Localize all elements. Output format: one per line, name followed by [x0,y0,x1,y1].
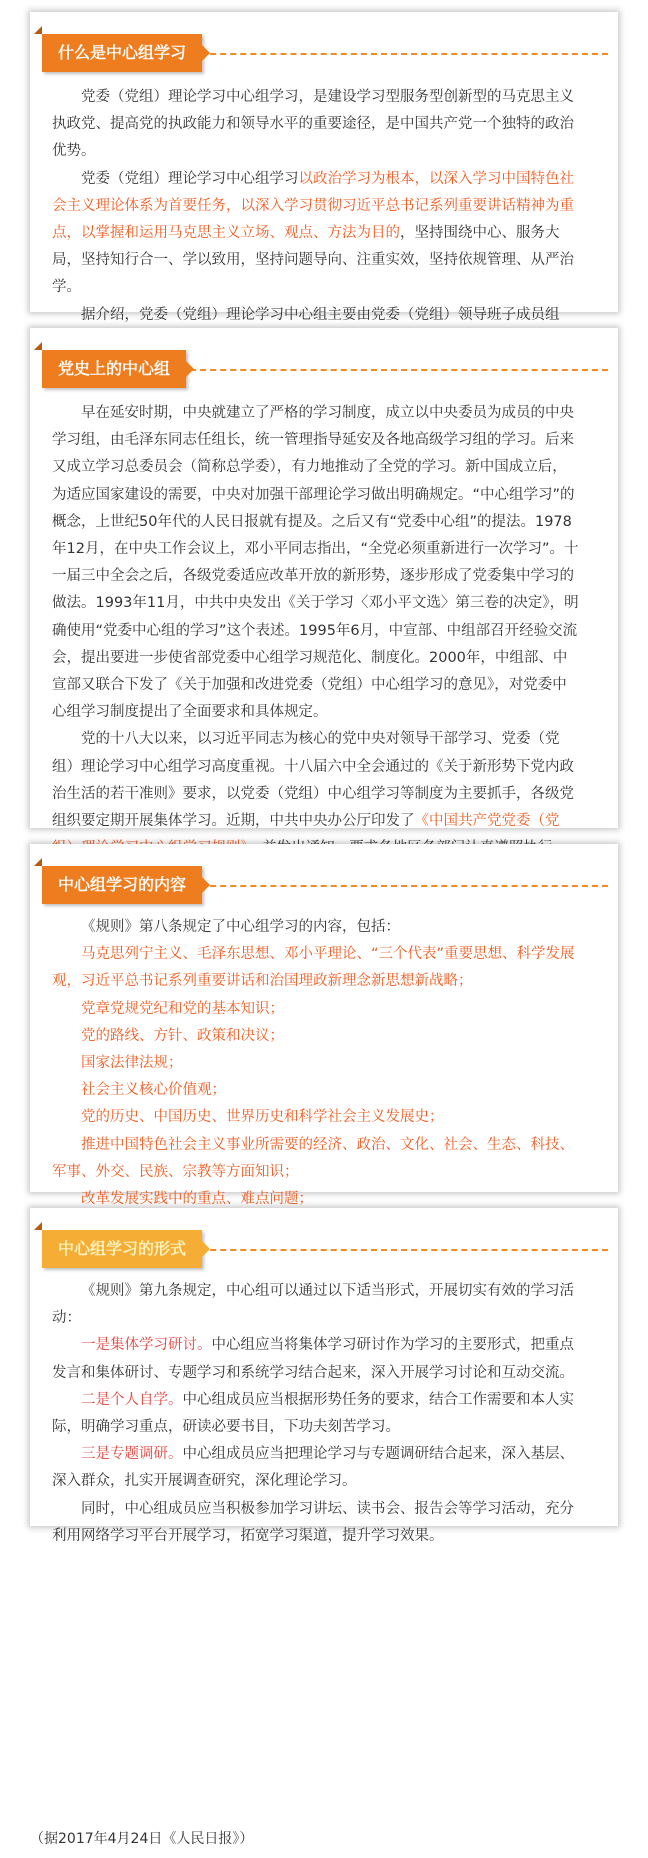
tag-arrow-decoration [182,357,194,381]
dashed-divider [180,53,608,55]
section-header [30,328,618,396]
section-title: 什么是中心组学习 [42,34,202,72]
section-content-card [30,844,618,1208]
text-run: ，坚持围绕中心、服务大局，坚持知行合一、学以致用，坚持问题导向、注重实效，坚持依规管理、从严治学。 [52,225,574,296]
paragraph [52,726,580,862]
paragraph: 《规则》第九条规定，中心组可以通过以下适当形式，开展切实有效的学习活动： [52,1283,574,1327]
section-body [30,1276,618,1570]
section-title: 党史上的中心组 [42,350,186,388]
paragraph: 《规则》第八条规定了中心组学习的内容，包括： [81,919,400,935]
form-lead: 三是专题调研。 [81,1446,183,1463]
section-title: 中心组学习的内容 [42,866,202,904]
paragraph: 党委（党组）理论学习中心组学习，是建设学习型服务型创新型的马克思主义执政党、提高党的执政能力和领导水平的重要途径，是中国共产党一个独特的政治优势。 [52,89,574,160]
text-run: 党委（党组）理论学习中心组学习 [81,170,299,187]
text-run: 中心组成员应当把理论学习与专题调研结合起来，深入基层、深入群众，扎实开展调查研究，深化理论学习。 [52,1446,574,1490]
paragraph [52,1387,580,1441]
tag-fold-decoration [34,1222,42,1230]
text-run: 中心组应当将集体学习研讨作为学习的主要形式，把重点发言和集体研讨、专题学习和系统学习结合起来，深入开展学习讨论和互动交流。 [52,1337,574,1381]
section-header [30,12,618,80]
section-body [30,396,618,882]
dashed-divider [180,1249,608,1251]
section-history-card [30,328,618,828]
list-item: 改革发展实践中的重点、难点问题； [81,1191,313,1208]
list-item: 党的路线、方针、政策和决议； [81,1027,284,1044]
rules-document-link[interactable]: 《中国共产党党委（党 [414,813,560,830]
list-item: 社会主义核心价值观； [81,1082,226,1099]
tag-fold-decoration [34,858,42,866]
section-header [30,844,618,912]
list-item: 马克思列宁主义、毛泽东思想、邓小平理论、“三个代表”重要思想、科学发展观，习近平总书记系列重要讲话和治国理政新理念新思想新战略； [52,946,575,990]
list-item: 推进中国特色社会主义事业所需要的经济、政治、文化、社会、生态、科技、军事、外交、民族、宗教等方面知识； [52,1136,574,1180]
highlighted-text: 以政治学习为根本，以深入学习中国特色社会主义理论体系为首要任务，以深入学习贯彻习近平总书记系列重要讲话精神为重点，以掌握和运用马克思主义立场、观点、方法为目的 [52,170,574,242]
section-forms-card [30,1208,618,1544]
list-item: 党的历史、中国历史、世界历史和科学社会主义发展史； [81,1109,444,1126]
paragraph [52,1332,580,1386]
source-note: （据2017年4月24日《人民日报》） [30,1831,254,1847]
paragraph [52,1441,580,1495]
list-item: 国家法律法规； [81,1055,183,1072]
dashed-divider [180,369,608,371]
paragraph [52,166,580,302]
tag-arrow-decoration [198,1237,210,1261]
paragraph: 早在延安时期，中央就建立了严格的学习制度，成立以中央委员为成员的中央学习组，由毛泽东同志任组长，统一管理指导延安及各地高级学习组的学习。后来又成立学习总委员会（简称总学委），有力地推动了全党的学习。新中国成立后，为适应国家建设的需要，中央对加强干部理论学习做出明确规定。“中心组学习”的概念，上世纪50年代的人民日报就有提及。之后又有“党委中心组”的提法。1978年12月，在中央工作会议上，邓小平同志指出，“全党必须重新进行一次学习”。十一届三中全会之后，各级党委适应改革开放的新形势，逐步形成了党委集中学习的做法。1993年11月，中共中央发出《关于学习〈邓小平文选〉第三卷的决定》，明确使用“党委中心组的学习”这个表述。1995年6月，中宣部、中组部召开经验交流会，提出要进一步使省部党委中心组学习规范化、制度化。2000年，中组部、中宣部又联合下发了《关于加强和改进党委（党组）中心组学习的意见》，对党委中心组学习制度提出了全面要求和具体规定。 [52,405,579,721]
section-header [30,1208,618,1276]
tag-arrow-decoration [198,41,210,65]
form-lead: 一是集体学习研讨。 [81,1337,212,1354]
section-title: 中心组学习的形式 [42,1230,202,1268]
tag-arrow-decoration [198,873,210,897]
text-run: 中心组成员应当根据形势任务的要求，结合工作需要和本人实际，明确学习重点，研读必要书目，下功夫刻苦学习。 [52,1391,574,1436]
dashed-divider [180,885,608,887]
form-lead: 二是个人自学。 [81,1391,183,1408]
text-run: 党的十八大以来，以习近平同志为核心的党中央对领导干部学习、党委（党组）理论学习中心组学习高度重视。十八届六中全会通过的《关于新形势下党内政治生活的若干准则》要求，以党委（党组）中心组学习等制度为主要抓手，各级党组织要定期开展集体学习。近期，中共中央办公厅印发了 [52,731,574,830]
tag-fold-decoration [34,342,42,350]
paragraph: 据介绍，党委（党组）理论学习中心组主要由党委（党组）领导班子成员组 [81,306,560,323]
tag-fold-decoration [34,26,42,34]
list-item: 党章党规党纪和党的基本知识； [81,1000,284,1017]
section-what-is-card [30,12,618,323]
paragraph: 同时，中心组成员应当积极参加学习讲坛、读书会、报告会等学习活动，充分利用网络学习平台开展学习，拓宽学习渠道，提升学习效果。 [52,1500,574,1544]
